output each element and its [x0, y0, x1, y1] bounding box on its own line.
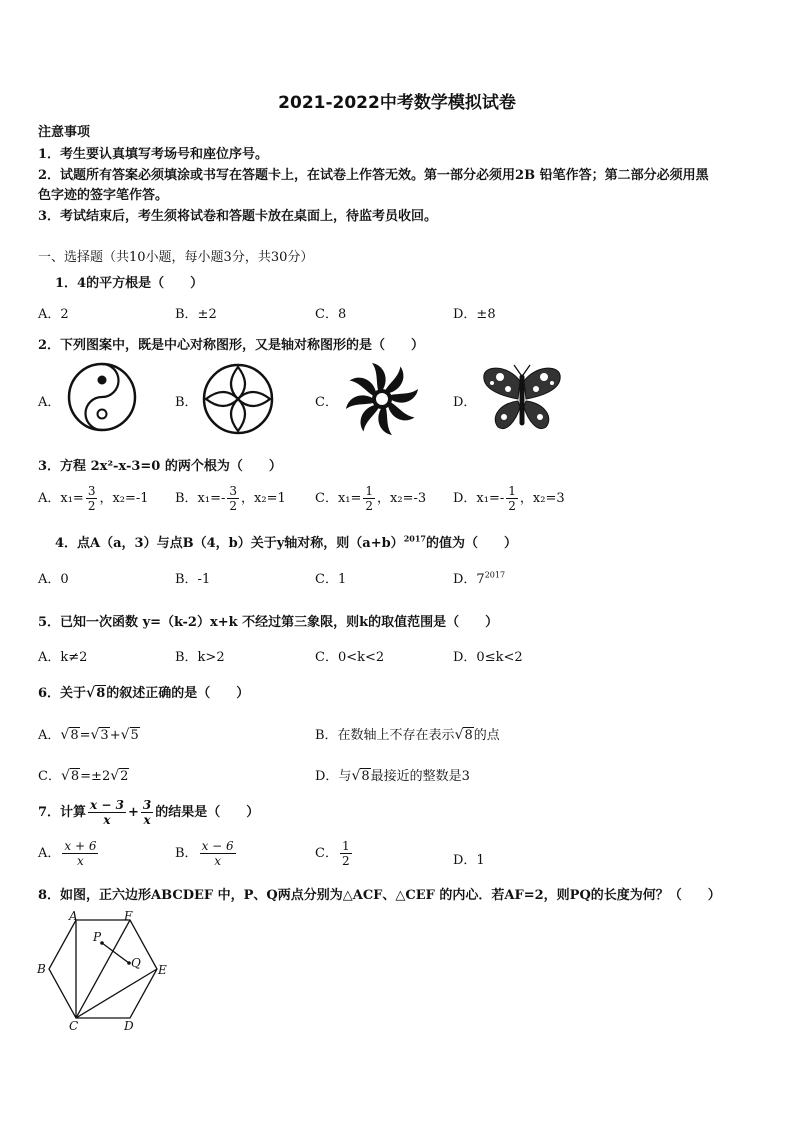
q5-option-a: A．k≠2 — [38, 650, 88, 665]
q7-option-d: D．1 — [453, 853, 485, 868]
section-heading: 一、选择题（共10小题，每小题3分，共30分） — [38, 250, 314, 265]
q5-option-d: D．0≤k<2 — [453, 650, 523, 665]
q3-option-d: D．x₁=- $\frac{1}{2}$ ，x₂=3 — [453, 484, 565, 513]
note-2: 2．试题所有答案必须填涂或书写在答题卡上，在试卷上作答无效。第一部分必须用2B 铅笔作答；第二部分必须用黑 — [38, 168, 709, 183]
vertex-d-label: D — [124, 1019, 134, 1033]
vertex-f-label: F — [124, 909, 133, 923]
q7-stem: 7．计算 $\frac{x - 3}{x}$ + $\frac{3}{x}$ 的结果是（ ） — [38, 798, 260, 827]
q2-option-c: C． — [315, 395, 338, 410]
q4-stem: 4．点A（a，3）与点B（4，b）关于y轴对称，则$(a+b)^{2017}$的值为（ ） — [55, 533, 517, 551]
q1-option-d: D．±8 — [453, 307, 496, 322]
page-title: 2021-2022中考数学模拟试卷 — [278, 93, 516, 113]
q5-stem: 5．已知一次函数 y=（k-2）x+k 不经过第三象限，则k的取值范围是（ ） — [38, 615, 499, 630]
vertex-c-label: C — [69, 1019, 79, 1033]
q1-option-c: C．8 — [315, 307, 347, 322]
q1-option-b: B．±2 — [175, 307, 217, 322]
note-1: 1．考生要认真填写考场号和座位序号。 — [38, 147, 269, 162]
vertex-b-label: B — [37, 962, 46, 976]
q5-option-b: B．k>2 — [175, 650, 225, 665]
q3-option-b: B．x₁=- $\frac{3}{2}$ ，x₂=1 — [175, 484, 286, 513]
point-p-label: P — [93, 930, 102, 944]
q3-option-a: A．x₁= $\frac{3}{2}$ ，x₂=-1 — [38, 484, 149, 513]
q7-option-c: C． $\frac{1}{2}$ — [315, 839, 350, 868]
q4-option-a: A．0 — [38, 572, 69, 587]
q7-option-a: A． $\frac{x + 6}{x}$ — [38, 839, 97, 868]
q8-stem: 8．如图，正六边形ABCDEF 中，P、Q两点分别为△ACF、△CEF 的内心．若AF=2，则PQ的长度为何？（ ） — [38, 888, 721, 903]
yin-yang-figure — [64, 361, 140, 433]
q7-option-b: B． $\frac{x - 6}{x}$ — [175, 839, 234, 868]
q6-option-d: D．与√8最接近的整数是3 — [315, 768, 470, 784]
note-3: 3．考试结束后，考生须将试卷和答题卡放在桌面上，待监考员收回。 — [38, 209, 438, 224]
four-petal-figure — [198, 361, 278, 437]
q2-option-d: D． — [453, 395, 477, 410]
vertex-a-label: A — [69, 909, 78, 923]
q5-option-c: C．0<k<2 — [315, 650, 385, 665]
q3-stem: 3．方程 2x²-x-3=0 的两个根为（ ） — [38, 459, 282, 474]
q4-option-c: C．1 — [315, 572, 347, 587]
q6-stem: 6．关于√8的叙述正确的是（ ） — [38, 685, 250, 701]
hexagon-figure — [32, 908, 182, 1034]
q3-option-c: C．x₁= $\frac{1}{2}$ ，x₂=-3 — [315, 484, 427, 513]
notes-heading: 注意事项 — [38, 125, 91, 140]
q6-option-c: C．√8=±2√2 — [38, 768, 129, 784]
point-q-label: Q — [131, 956, 141, 970]
q2-option-a: A． — [38, 395, 61, 410]
pinwheel-flower-figure — [338, 359, 426, 439]
q6-option-b: B．在数轴上不存在表示√8的点 — [315, 727, 500, 743]
q4-option-d: D．$7^{2017}$ — [453, 570, 506, 587]
q1-option-a: A．2 — [38, 307, 69, 322]
butterfly-figure — [478, 361, 566, 437]
q4-option-b: B．-1 — [175, 572, 211, 587]
vertex-e-label: E — [158, 963, 167, 977]
q1-stem: 1．4的平方根是（ ） — [55, 276, 204, 291]
q2-stem: 2．下列图案中，既是中心对称图形，又是轴对称图形的是（ ） — [38, 338, 425, 353]
note-2-cont: 色字迹的签字笔作答。 — [38, 188, 169, 203]
q6-option-a: A．√8=√3+√5 — [38, 727, 139, 743]
q2-option-b: B． — [175, 395, 198, 410]
